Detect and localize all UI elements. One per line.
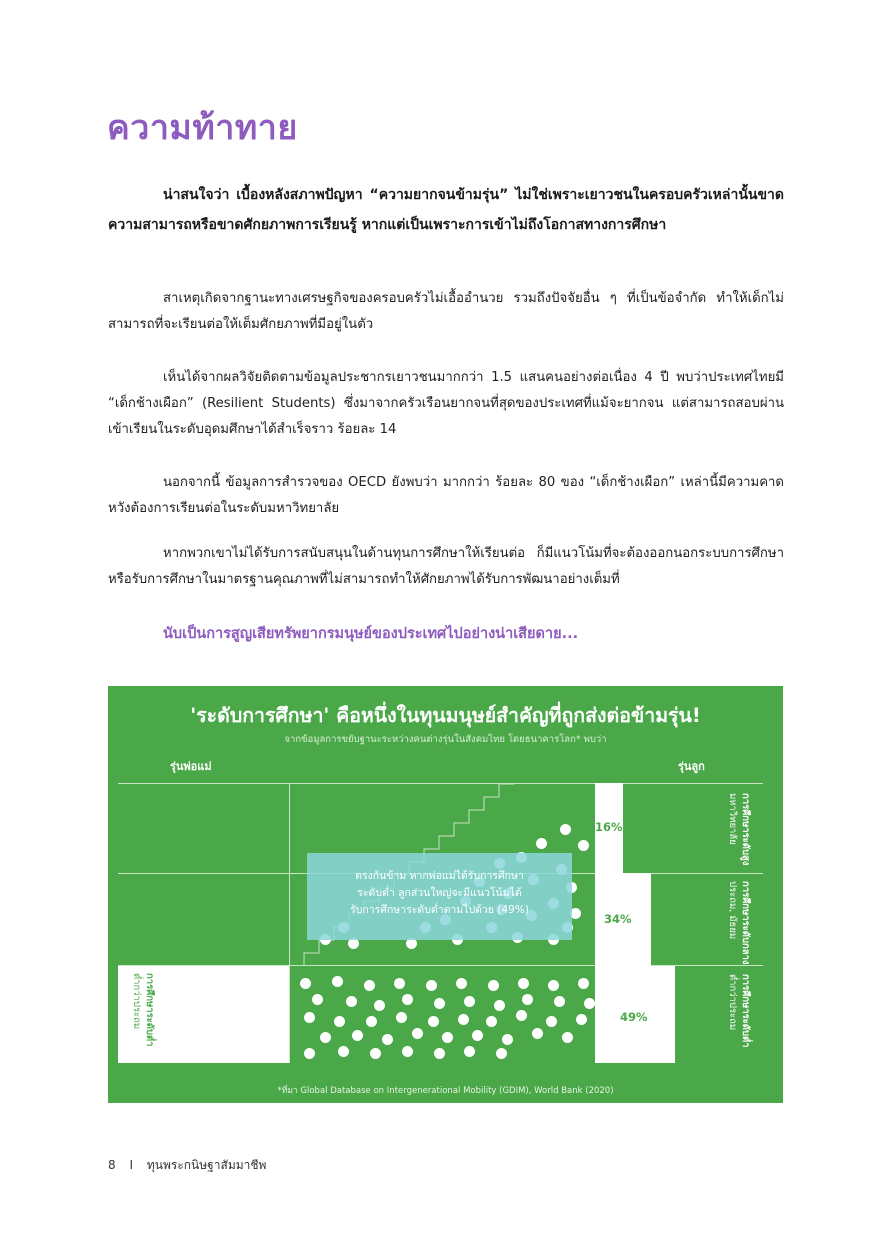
student-dot: [562, 1032, 573, 1043]
infographic: [108, 686, 783, 1103]
student-dot: [442, 1032, 453, 1043]
student-dot: [578, 840, 589, 851]
page-number: 8: [108, 1158, 116, 1172]
source-note: *ที่มา Global Database on Intergenerational Mobility (GDIM), World Bank (2020): [277, 1086, 614, 1096]
footer-name: ทุนพระกนิษฐาสัมมาชีพ: [146, 1158, 267, 1172]
student-dot: [546, 1016, 557, 1027]
student-dot: [548, 980, 559, 991]
student-dot: [366, 1016, 377, 1027]
paragraph-1: สาเหตุเกิดจากฐานะทางเศรษฐกิจของครอบครัวไม่เอื้ออำนวย รวมถึงปัจจัยอื่น ๆ ที่เป็นข้อจำกัด ทำให้เด็กไม่สามารถที่จะเรียนต่อให้เต็มศักยภาพที่มีอยู่ในตัว: [108, 291, 784, 332]
student-dot: [536, 838, 547, 849]
student-dot: [382, 1034, 393, 1045]
student-dot: [560, 824, 571, 835]
student-dot: [304, 1012, 315, 1023]
student-dot: [300, 978, 311, 989]
student-dot: [532, 1028, 543, 1039]
student-dot: [426, 980, 437, 991]
callout-box: [307, 853, 572, 940]
student-dot: [352, 1030, 363, 1041]
student-dot: [434, 1048, 445, 1059]
infographic-title: 'ระดับการศึกษา' คือหนึ่งในทุนมนุษย์สำคัญที่ถูกส่งต่อข้ามรุ่น!: [190, 704, 701, 727]
student-dot: [486, 1016, 497, 1027]
page-footer: [108, 1156, 276, 1175]
student-dot: [496, 1048, 507, 1059]
children-column-mid: [623, 873, 651, 1063]
student-dot: [304, 1048, 315, 1059]
student-dot: [334, 1016, 345, 1027]
student-dot: [456, 978, 467, 989]
child-low-label: การศึกษาระดับต่ำ ต่ำกว่าประถม: [727, 974, 751, 1048]
student-dot: [394, 978, 405, 989]
student-dot: [338, 1046, 349, 1057]
student-dot: [374, 1000, 385, 1011]
student-dot: [428, 1016, 439, 1027]
children-column-low: [651, 966, 675, 1063]
student-dot: [396, 1012, 407, 1023]
highlight-text: นับเป็นการสูญเสียทรัพยากรมนุษย์ของประเทศไปอย่างน่าเสียดาย...: [163, 626, 579, 642]
student-dot: [576, 1014, 587, 1025]
student-dot: [494, 1000, 505, 1011]
student-dot: [434, 998, 445, 1009]
student-dot: [458, 1014, 469, 1025]
student-dot: [518, 978, 529, 989]
paragraph-3: นอกจากนี้ ข้อมูลการสำรวจของ OECD ยังพบว่า มากกว่า ร้อยละ 80 ของ “เด็กช้างเผือก” เหล่านี้มีความคาดหวังต้องการเรียนต่อในระดับมหาวิทยาลัย: [108, 475, 784, 516]
student-dot: [370, 1048, 381, 1059]
student-dot: [516, 1010, 527, 1021]
parents-low-label: การศึกษาระดับต่ำ ต่ำกว่าประถม: [131, 973, 155, 1047]
child-high-label: การศึกษาระดับสูง มหาวิทยาลัย: [727, 793, 751, 866]
percent-mid: 34%: [604, 912, 632, 926]
footer-separator: I: [129, 1158, 134, 1172]
student-dot: [320, 1032, 331, 1043]
percent-low: 49%: [620, 1010, 648, 1024]
student-dot: [346, 996, 357, 1007]
student-dot: [364, 980, 375, 991]
student-dot: [554, 996, 565, 1007]
student-dot: [502, 1034, 513, 1045]
student-dot: [464, 996, 475, 1007]
student-dot: [332, 976, 343, 987]
paragraph-2: เห็นได้จากผลวิจัยติดตามข้อมูลประชากรเยาวชนมากกว่า 1.5 แสนคนอย่างต่อเนื่อง 4 ปี พบว่าประเทศไทยมี “เด็กช้างเผือก” (Resilient Students) ซึ่งมาจากครัวเรือนยากจนที่สุดของประเทศที่แม้จะยากจน แต่สามารถสอบผ่านเข้าเรียนในระดับอุดมศึกษาได้สำเร็จราว ร้อยละ 14: [108, 370, 784, 437]
student-dot: [464, 1046, 475, 1057]
student-dot: [472, 1030, 483, 1041]
student-dot: [312, 994, 323, 1005]
student-dot: [578, 978, 589, 989]
student-dot: [584, 998, 595, 1009]
student-dot: [402, 1046, 413, 1057]
student-dot: [412, 1028, 423, 1039]
percent-high: 16%: [595, 820, 623, 834]
student-dot: [402, 994, 413, 1005]
intro-paragraph: น่าสนใจว่า เบื้องหลังสภาพปัญหา “ความยากจนข้ามรุ่น” ไม่ใช่เพราะเยาวชนในครอบครัวเหล่านั้นขาดความสามารถหรือขาดศักยภาพการเรียนรู้ หากแต่เป็นเพราะการเข้าไม่ถึงโอกาสทางการศึกษา: [108, 187, 784, 233]
paragraph-4: หากพวกเขาไม่ได้รับการสนับสนุนในด้านทุนการศึกษาให้เรียนต่อ ก็มีแนวโน้มที่จะต้องออกนอกระบบการศึกษา หรือรับการศึกษาในมาตรฐานคุณภาพที่ไม่สามารถทำให้ศักยภาพได้รับการพัฒนาอย่างเต็มที่: [108, 546, 784, 587]
callout-text: ตรงกันข้าม หากพ่อแม่ได้รับการศึกษา ระดับต่ำ ลูกส่วนใหญ่จะมีแนวโน้มได้ รับการศึกษาระดับต่ำตามไปด้วย (49%): [350, 870, 529, 916]
children-generation-label: รุ่นลูก: [678, 760, 705, 773]
student-dot: [488, 980, 499, 991]
parents-generation-label: รุ่นพ่อแม่: [170, 760, 212, 773]
page-title: ความท้าทาย: [107, 108, 298, 148]
infographic-subtitle: จากข้อมูลการขยับฐานะระหว่างคนต่างรุ่นในสังคมไทย โดยธนาคารโลก* พบว่า: [284, 734, 607, 745]
student-dot: [522, 994, 533, 1005]
child-mid-label: การศึกษาระดับกลาง ประถม, มัธยม: [727, 881, 751, 965]
